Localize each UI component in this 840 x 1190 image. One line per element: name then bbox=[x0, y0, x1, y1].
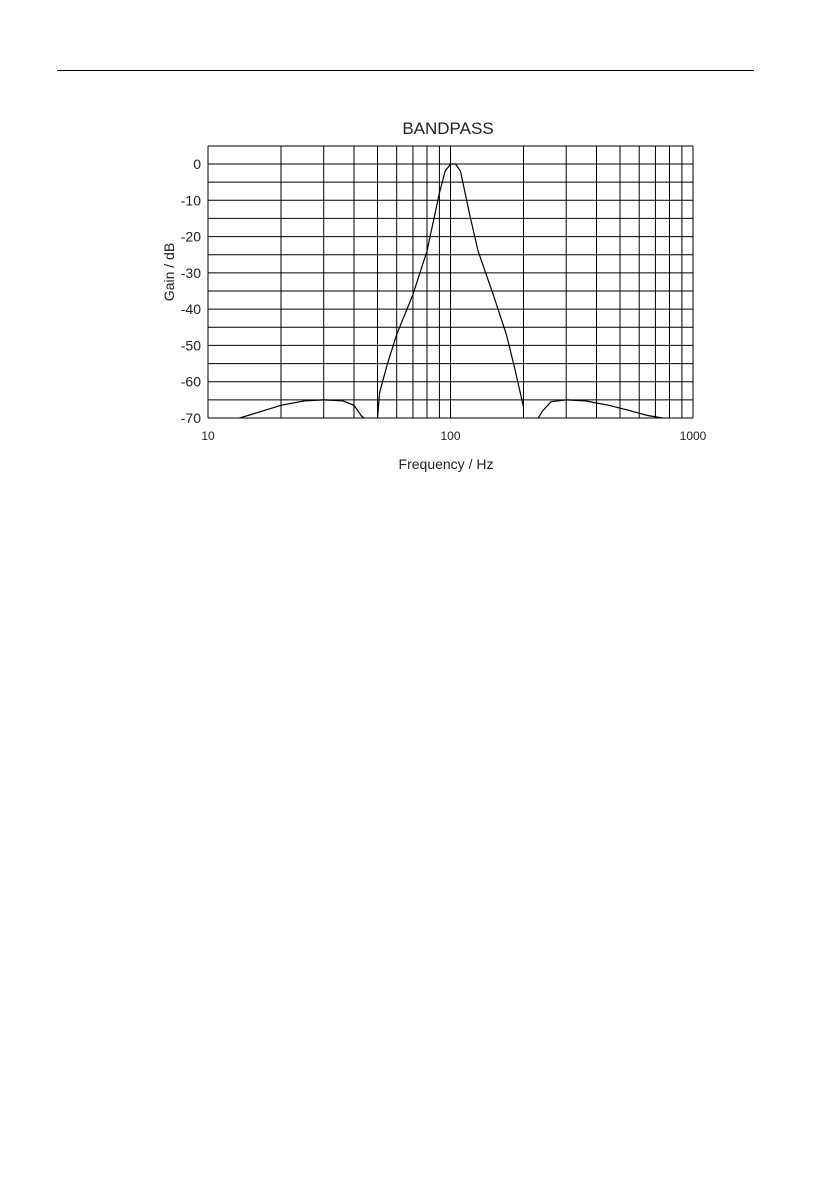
x-tick-label: 10 bbox=[201, 429, 215, 443]
y-tick-labels bbox=[181, 156, 201, 426]
x-tick-labels bbox=[201, 429, 706, 443]
y-axis-label: Gain / dB bbox=[161, 242, 177, 302]
y-tick-label: 0 bbox=[193, 156, 201, 172]
y-tick-label: -40 bbox=[180, 301, 201, 318]
bandpass-chart bbox=[150, 110, 720, 485]
y-tick-label: -10 bbox=[180, 192, 201, 209]
x-tick-label: 1000 bbox=[679, 429, 707, 443]
series-line-right-sidelobe bbox=[538, 400, 663, 418]
y-tick-label: -60 bbox=[180, 373, 201, 390]
y-tick-label: -50 bbox=[180, 337, 201, 354]
chart-grid bbox=[208, 146, 693, 418]
series-line-left-sidelobe bbox=[240, 400, 364, 418]
page-header-rule bbox=[57, 70, 754, 71]
y-tick-label: -20 bbox=[180, 228, 201, 245]
y-tick-label: -70 bbox=[180, 410, 201, 426]
x-axis-label: Frequency / Hz bbox=[398, 456, 494, 472]
x-tick-label: 100 bbox=[440, 429, 461, 443]
chart-title: BANDPASS bbox=[402, 119, 494, 138]
y-tick-label: -30 bbox=[180, 264, 201, 281]
